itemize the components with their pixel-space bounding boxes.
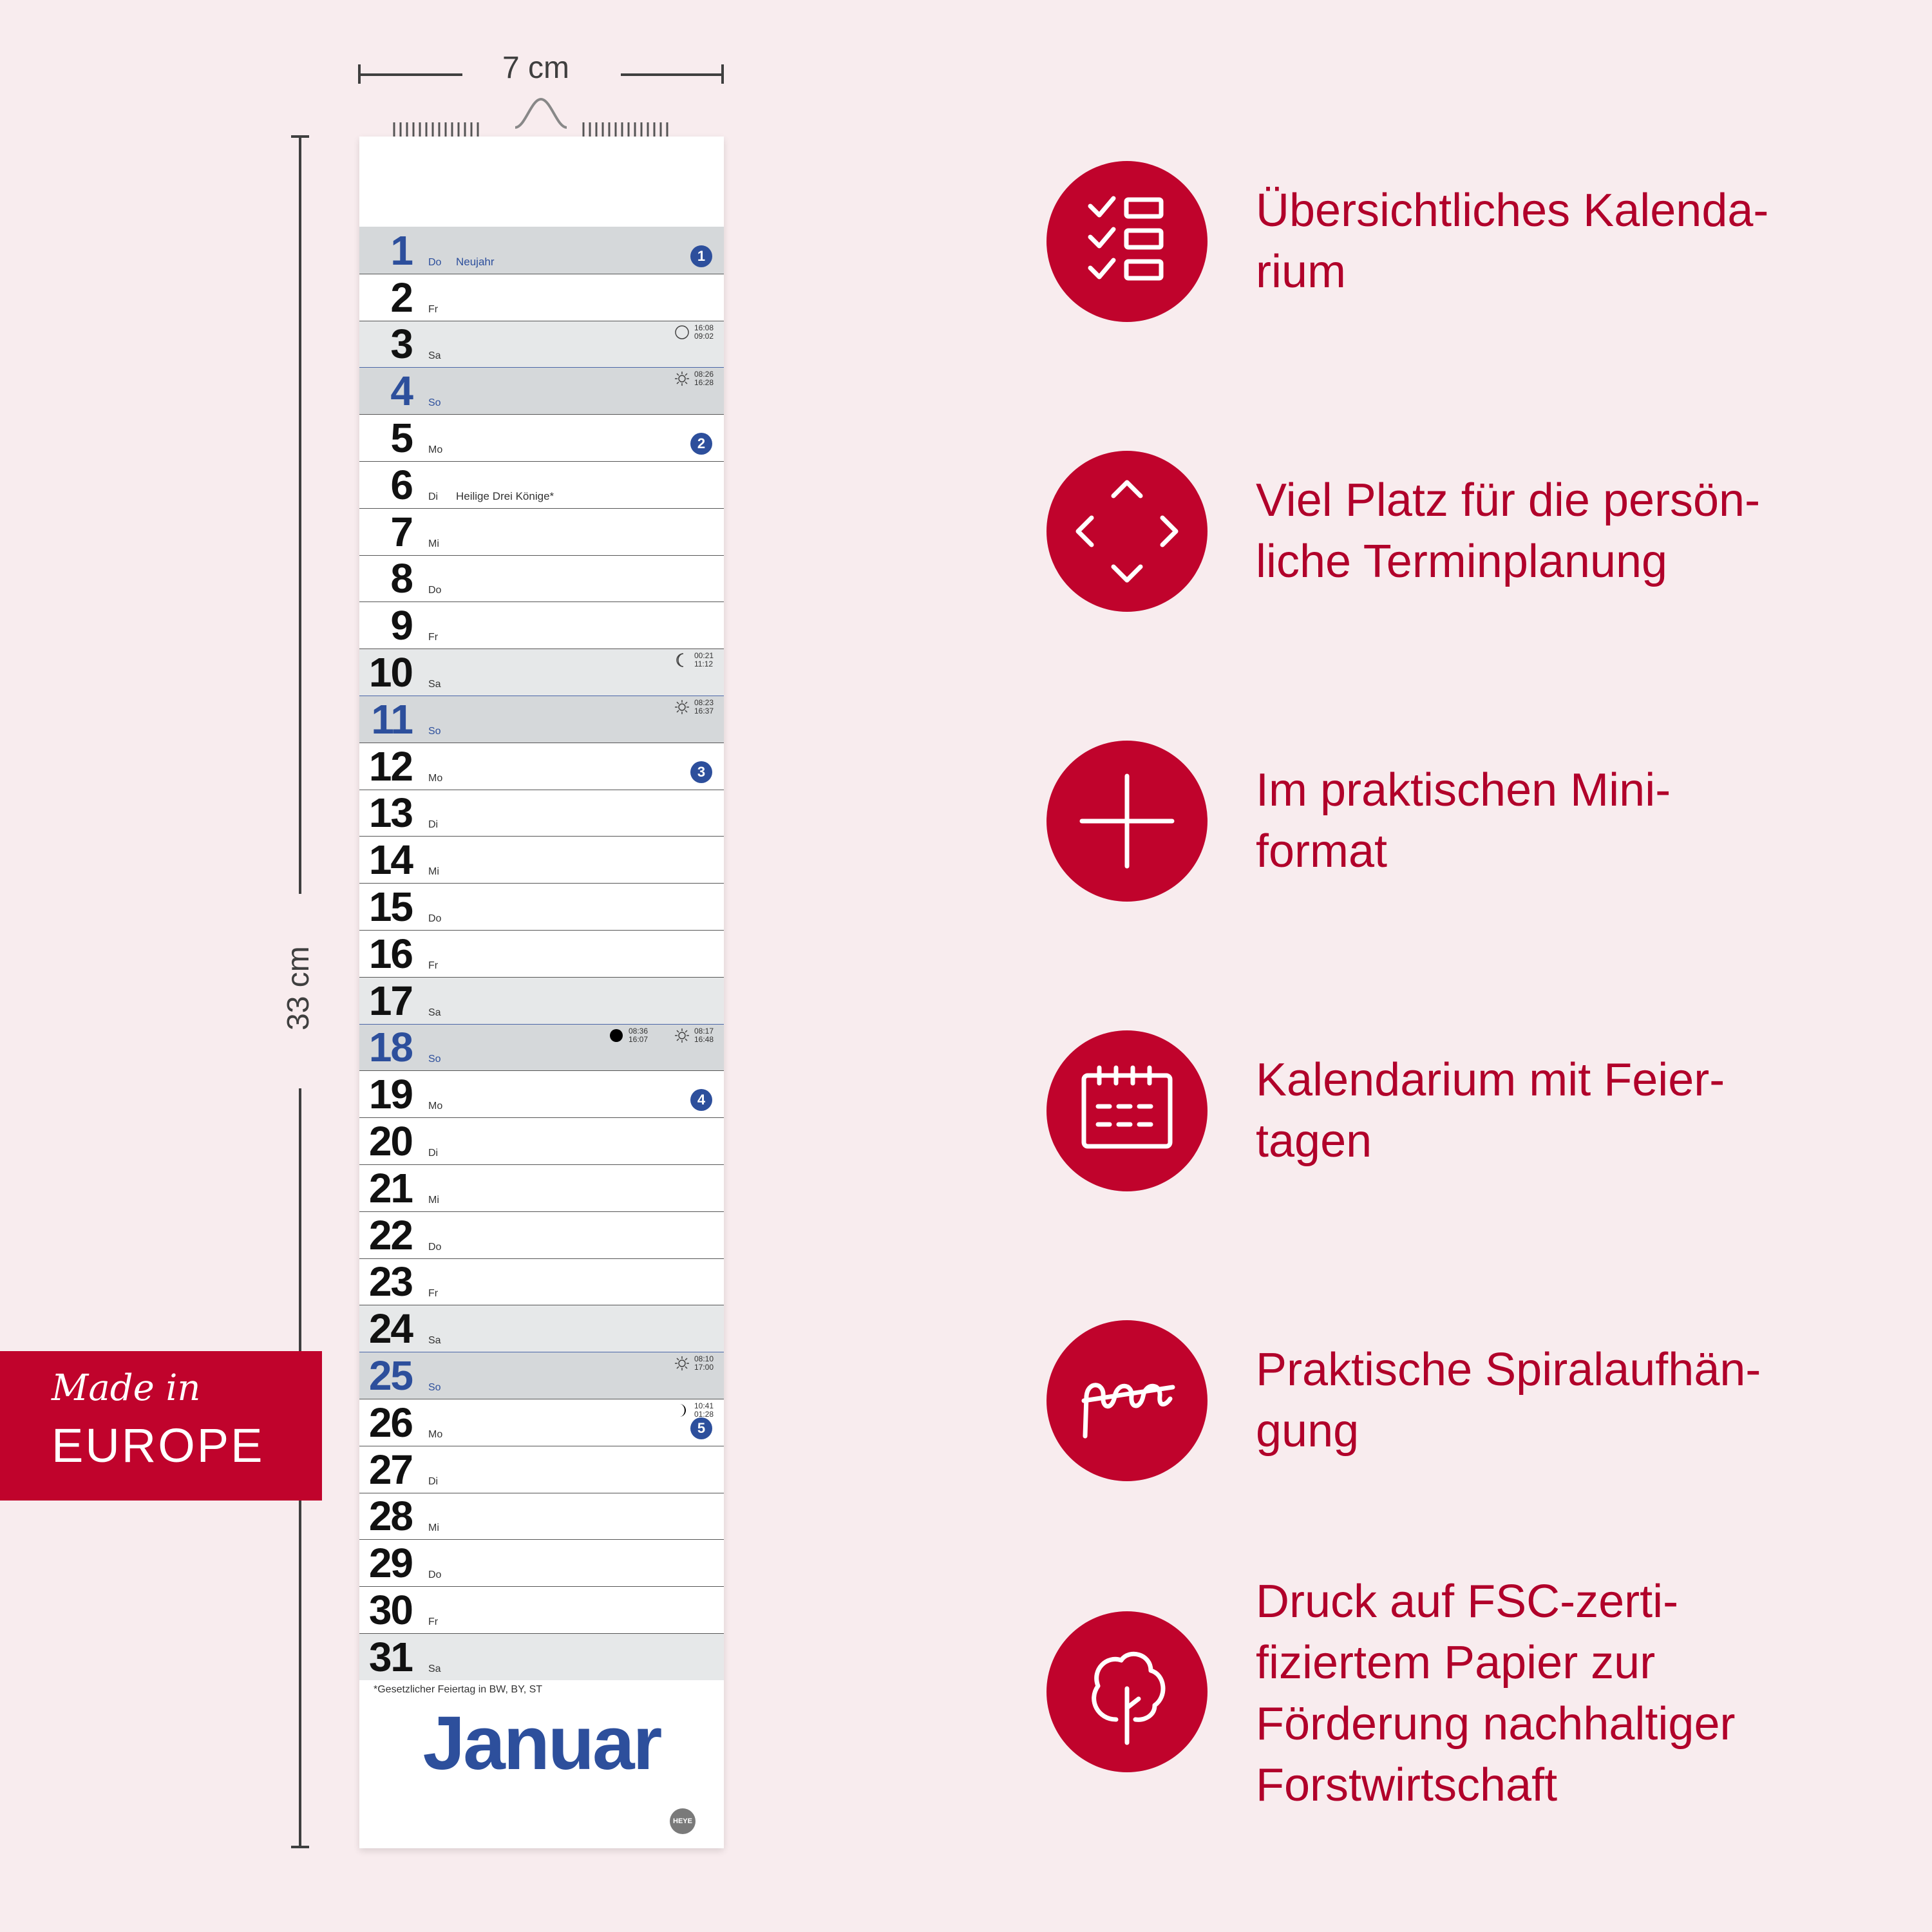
feature-text: Übersichtliches Kalenda- rium bbox=[1256, 185, 1769, 298]
crescent-moon-outline-icon bbox=[674, 652, 690, 668]
height-tick-top bbox=[291, 135, 309, 138]
feature-text: Praktische Spiralaufhän- gung bbox=[1256, 1344, 1761, 1457]
calendar-day-row bbox=[359, 836, 724, 883]
day-number: 7 bbox=[390, 508, 412, 555]
day-number: 10 bbox=[368, 649, 412, 696]
calendar-day-list bbox=[359, 227, 724, 1680]
day-number: 27 bbox=[368, 1446, 412, 1493]
calendar-day-row bbox=[359, 1211, 724, 1258]
time-line: 16:48 bbox=[694, 1034, 714, 1044]
day-number: 29 bbox=[368, 1540, 412, 1587]
weekday-label: Di bbox=[428, 491, 439, 502]
day-number: 15 bbox=[368, 883, 412, 930]
time-line: 00:21 bbox=[694, 651, 714, 661]
week-number-badge: 4 bbox=[690, 1089, 712, 1111]
time-line: 09:02 bbox=[694, 331, 714, 341]
weekday-label: Fr bbox=[428, 303, 439, 315]
day-number: 9 bbox=[390, 602, 412, 649]
calendar-day-row bbox=[359, 649, 724, 696]
holiday-note: Heilige Drei Könige* bbox=[456, 489, 554, 502]
feature-item-fsc bbox=[1046, 1571, 1884, 1829]
tree-icon bbox=[1046, 1611, 1208, 1772]
day-number: 13 bbox=[368, 790, 412, 837]
calendar-day-row bbox=[359, 321, 724, 368]
feature-item-overview bbox=[1046, 161, 1884, 354]
week-number-badge: 3 bbox=[690, 761, 712, 783]
calendar-day-row bbox=[359, 414, 724, 461]
time-readout bbox=[694, 370, 714, 387]
calendar-day-row bbox=[359, 1539, 724, 1586]
calendar-day-row bbox=[359, 1446, 724, 1493]
weekday-label: Mi bbox=[428, 1194, 439, 1206]
week-number-badge: 5 bbox=[690, 1417, 712, 1439]
height-tick-bottom bbox=[291, 1846, 309, 1848]
day-number: 1 bbox=[390, 227, 412, 274]
weekday-label: Mo bbox=[428, 1428, 443, 1440]
made-in-label: Made in bbox=[52, 1367, 201, 1409]
weekday-label: Fr bbox=[428, 1288, 439, 1300]
day-number: 21 bbox=[368, 1164, 412, 1211]
feature-text: Viel Platz für die persön- liche Terminplanung bbox=[1256, 475, 1761, 587]
weekday-label: Do bbox=[428, 256, 442, 268]
width-tick-left bbox=[358, 64, 361, 84]
sun-icon bbox=[674, 370, 690, 387]
weekday-label: Mo bbox=[428, 444, 443, 455]
time-line: 16:28 bbox=[694, 378, 714, 388]
month-title: Januar bbox=[422, 1701, 661, 1786]
weekday-label: Sa bbox=[428, 1335, 441, 1347]
time-readout bbox=[694, 1027, 714, 1044]
day-number: 17 bbox=[368, 977, 412, 1024]
time-readout bbox=[694, 1402, 714, 1419]
day-number: 11 bbox=[371, 696, 412, 743]
time-line: 08:23 bbox=[694, 697, 714, 707]
calendar-day-row bbox=[359, 790, 724, 837]
time-readout bbox=[694, 1355, 714, 1372]
calendar-day-row bbox=[359, 227, 724, 274]
weekday-label: Di bbox=[428, 1147, 439, 1159]
feature-text: Im praktischen Mini- format bbox=[1256, 764, 1671, 877]
time-line: 10:41 bbox=[694, 1401, 714, 1410]
calendar-day-row bbox=[359, 1258, 724, 1305]
weekday-label: Mi bbox=[428, 866, 439, 878]
feature-item-spiral bbox=[1046, 1320, 1884, 1513]
weekday-label: So bbox=[428, 1381, 441, 1393]
calendar-day-row bbox=[359, 1399, 724, 1446]
time-readout bbox=[629, 1027, 648, 1044]
weekday-label: Fr bbox=[428, 1616, 439, 1627]
width-label: 7 cm bbox=[502, 51, 570, 85]
calendar-day-row bbox=[359, 601, 724, 649]
weekday-label: So bbox=[428, 397, 441, 409]
time-line: 16:07 bbox=[628, 1034, 648, 1044]
weekday-label: Di bbox=[428, 1475, 439, 1487]
weekday-label: Do bbox=[428, 1241, 442, 1253]
week-number-badge: 2 bbox=[690, 433, 712, 455]
day-number: 8 bbox=[390, 555, 412, 602]
new-moon-icon bbox=[608, 1027, 625, 1044]
weekday-label: Mi bbox=[428, 538, 439, 549]
feature-text: Kalendarium mit Feier- tagen bbox=[1256, 1054, 1725, 1167]
calendar-icon bbox=[1046, 1030, 1208, 1191]
weekday-label: Fr bbox=[428, 960, 439, 971]
day-number: 19 bbox=[368, 1071, 412, 1118]
calendar-day-row bbox=[359, 977, 724, 1024]
weekday-label: Do bbox=[428, 1569, 442, 1581]
wall-calendar bbox=[359, 137, 724, 1848]
day-number: 14 bbox=[368, 837, 412, 884]
calendar-day-row bbox=[359, 1586, 724, 1633]
time-line: 08:26 bbox=[694, 370, 714, 379]
day-number: 2 bbox=[390, 274, 412, 321]
made-in-europe-badge bbox=[0, 1351, 322, 1501]
checklist-icon bbox=[1046, 161, 1208, 322]
day-number: 6 bbox=[390, 461, 412, 508]
feature-item-space bbox=[1046, 451, 1884, 644]
day-number: 5 bbox=[390, 414, 412, 461]
day-number: 16 bbox=[368, 930, 412, 977]
calendar-day-row bbox=[359, 1352, 724, 1399]
calendar-day-row bbox=[359, 930, 724, 977]
time-line: 01:28 bbox=[694, 1409, 714, 1419]
time-readout bbox=[694, 699, 714, 715]
weekday-label: Di bbox=[428, 819, 439, 831]
weekday-label: Sa bbox=[428, 1663, 441, 1674]
day-number: 24 bbox=[368, 1305, 412, 1352]
weekday-label: So bbox=[428, 1054, 441, 1065]
feature-item-miniformat bbox=[1046, 741, 1884, 934]
height-line-top bbox=[299, 137, 301, 894]
crescent-moon-filled-icon bbox=[674, 1402, 690, 1419]
holiday-footnote: *Gesetzlicher Feiertag in BW, BY, ST bbox=[374, 1684, 543, 1695]
calendar-day-row bbox=[359, 743, 724, 790]
day-number: 26 bbox=[368, 1399, 412, 1446]
feature-text: Druck auf FSC-zerti- fiziertem Papier zur Förderung nachhaltiger Forstwirtschaft bbox=[1256, 1576, 1736, 1811]
day-number: 20 bbox=[368, 1117, 412, 1164]
calendar-day-row bbox=[359, 1117, 724, 1164]
time-line: 08:36 bbox=[628, 1026, 648, 1036]
weekday-label: Mo bbox=[428, 772, 443, 784]
expand-arrows-icon bbox=[1046, 451, 1208, 612]
calendar-day-row bbox=[359, 1493, 724, 1540]
weekday-label: Do bbox=[428, 913, 442, 924]
width-line-right bbox=[621, 73, 724, 76]
day-number: 18 bbox=[368, 1024, 412, 1071]
calendar-day-row bbox=[359, 461, 724, 508]
time-line: 17:00 bbox=[694, 1363, 714, 1372]
width-tick-right bbox=[721, 64, 724, 84]
calendar-day-row bbox=[359, 1305, 724, 1352]
sun-icon bbox=[674, 1355, 690, 1372]
calendar-day-row bbox=[359, 1164, 724, 1211]
brand-logo: HEYE bbox=[670, 1808, 696, 1834]
height-label: 33 cm bbox=[281, 946, 316, 1030]
holiday-note: Neujahr bbox=[456, 255, 495, 268]
calendar-day-row bbox=[359, 555, 724, 602]
time-line: 08:17 bbox=[694, 1026, 714, 1036]
calendar-day-row bbox=[359, 274, 724, 321]
calendar-day-row bbox=[359, 367, 724, 414]
day-number: 30 bbox=[368, 1586, 412, 1633]
feature-item-holidays bbox=[1046, 1030, 1884, 1224]
width-line-left bbox=[359, 73, 462, 76]
calendar-day-row bbox=[359, 1633, 724, 1680]
time-line: 16:08 bbox=[694, 323, 714, 332]
day-number: 3 bbox=[390, 321, 412, 368]
day-number: 23 bbox=[368, 1258, 412, 1305]
weekday-label: Do bbox=[428, 585, 442, 596]
time-line: 16:37 bbox=[694, 706, 714, 715]
time-readout bbox=[694, 324, 714, 341]
plus-icon bbox=[1046, 741, 1208, 902]
sun-icon bbox=[674, 1027, 690, 1044]
calendar-day-row bbox=[359, 883, 724, 930]
day-number: 31 bbox=[368, 1633, 412, 1680]
full-moon-outline-icon bbox=[674, 324, 690, 341]
day-number: 28 bbox=[368, 1493, 412, 1540]
time-line: 11:12 bbox=[694, 659, 714, 669]
time-readout bbox=[694, 652, 714, 668]
day-number: 12 bbox=[368, 743, 412, 790]
weekday-label: Sa bbox=[428, 678, 441, 690]
calendar-day-row bbox=[359, 1070, 724, 1117]
sun-icon bbox=[674, 699, 690, 715]
calendar-day-row bbox=[359, 1024, 724, 1071]
weekday-label: Fr bbox=[428, 632, 439, 643]
weekday-label: So bbox=[428, 725, 441, 737]
day-number: 4 bbox=[390, 368, 412, 415]
week-number-badge: 1 bbox=[690, 245, 712, 267]
spiral-icon bbox=[1046, 1320, 1208, 1481]
day-number: 25 bbox=[368, 1352, 412, 1399]
weekday-label: Sa bbox=[428, 350, 441, 362]
weekday-label: Mi bbox=[428, 1522, 439, 1534]
weekday-label: Mo bbox=[428, 1101, 443, 1112]
day-number: 22 bbox=[368, 1211, 412, 1258]
calendar-day-row bbox=[359, 696, 724, 743]
calendar-day-row bbox=[359, 508, 724, 555]
time-line: 08:10 bbox=[694, 1354, 714, 1364]
europe-label: EUROPE bbox=[52, 1419, 265, 1472]
weekday-label: Sa bbox=[428, 1007, 441, 1018]
